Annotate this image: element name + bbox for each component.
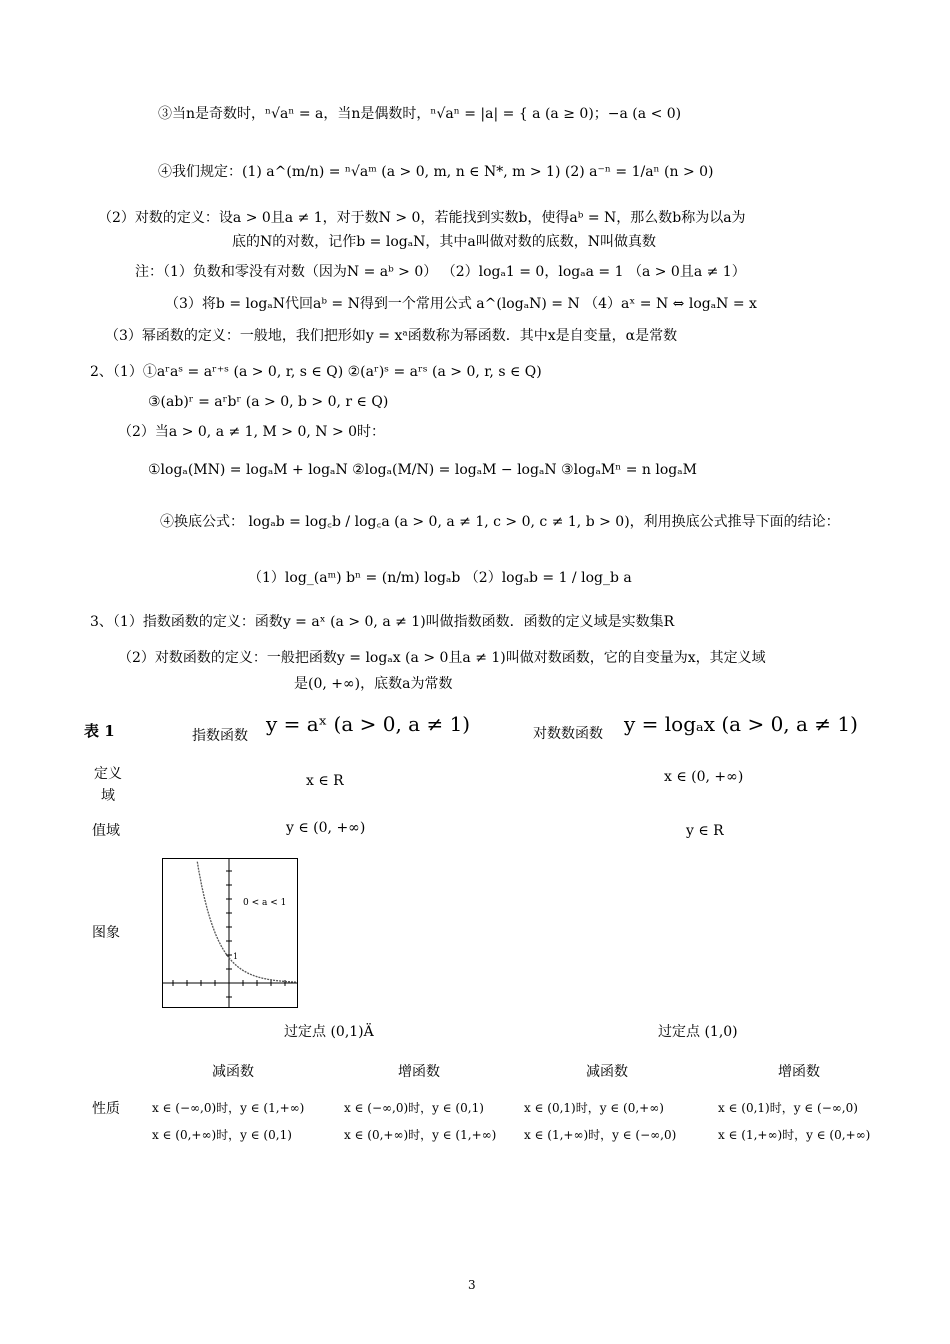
exp-function-formula: y = aˣ (a > 0, a ≠ 1) [266, 712, 471, 736]
row-prop-label: 性质 [92, 1101, 120, 1117]
prop-log-inc-2: x ∈ (1,+∞)时，y ∈ (0,+∞) [718, 1128, 871, 1142]
prop-exp-dec-1: x ∈ (−∞,0)时，y ∈ (1,+∞) [152, 1101, 305, 1115]
exp-graph [162, 858, 298, 1008]
log-range: y ∈ R [686, 823, 724, 839]
line-log-function-def-cont: 是(0, +∞)，底数a为常数 [294, 676, 453, 692]
line-log-conditions: （2）当a > 0, a ≠ 1, M > 0, N > 0时： [118, 424, 386, 440]
line-change-of-base: ④换底公式： logₐb = log꜀b / log꜀a (a > 0, a ≠ 1, c > 0, c ≠ 1, b > 0)，利用换底公式推导下面的结论： [160, 514, 840, 530]
line-exponent-rules-2: ③(ab)ʳ = aʳbʳ (a > 0, b > 0, r ∈ Q) [148, 394, 389, 410]
line-note-1: 注：（1）负数和零没有对数（因为N = aᵇ > 0） （2）logₐ1 = 0，logₐa = 1 （a > 0且a ≠ 1） [135, 264, 746, 280]
row-graph-label: 图象 [92, 925, 120, 941]
mono-log-decreasing: 减函数 [586, 1064, 628, 1080]
prop-log-dec-1: x ∈ (0,1)时，y ∈ (0,+∞) [524, 1101, 664, 1115]
log-function-header: 对数数函数 [533, 726, 603, 742]
prop-exp-inc-2: x ∈ (0,+∞)时，y ∈ (1,+∞) [344, 1128, 497, 1142]
exp-graph-svg [163, 859, 297, 1007]
mono-log-increasing: 增函数 [778, 1064, 820, 1080]
graph-annotation: 0 < a < 1 [243, 898, 287, 908]
table-label: 表 1 [84, 722, 115, 740]
line-log-definition: （2）对数的定义：设a > 0且a ≠ 1，对于数N > 0，若能找到实数b，使得aᵇ = N，那么数b称为以a为 [98, 210, 746, 226]
exp-fixed-point: 过定点 (0,1)Ä [284, 1024, 374, 1040]
exp-curve [197, 862, 297, 983]
line-exponent-rules-1: 2、（1）①aʳaˢ = aʳ⁺ˢ (a > 0, r, s ∈ Q) ②(aʳ)ˢ = aʳˢ (a > 0, r, s ∈ Q) [90, 364, 542, 380]
graph-point-label: 1 [233, 952, 239, 961]
log-domain: x ∈ (0, +∞) [664, 769, 744, 785]
prop-exp-inc-1: x ∈ (−∞,0)时，y ∈ (0,1) [344, 1101, 484, 1115]
log-fixed-point: 过定点 (1,0) [658, 1024, 738, 1040]
exp-range: y ∈ (0, +∞) [286, 820, 366, 836]
prop-exp-dec-2: x ∈ (0,+∞)时，y ∈ (0,1) [152, 1128, 292, 1142]
line-note-3: （3）将b = logₐN代回aᵇ = N得到一个常用公式 a^(logₐN) = N （4）aˣ = N ⇔ logₐN = x [165, 296, 757, 312]
prop-log-inc-1: x ∈ (0,1)时，y ∈ (−∞,0) [718, 1101, 858, 1115]
line-log-function-def: （2）对数函数的定义：一般把函数y = logₐx (a > 0且a ≠ 1)叫做对数函数，它的自变量为x，其定义域 [118, 650, 766, 666]
line-rational-exponents: ④我们规定：(1) a^(m/n) = ⁿ√aᵐ (a > 0, m, n ∈ N*, m > 1) (2) a⁻ⁿ = 1/aⁿ (n > 0) [158, 164, 714, 180]
line-log-definition-cont: 底的N的对数，记作b = logₐN，其中a叫做对数的底数，N叫做真数 [232, 234, 656, 250]
line-odd-even-roots: ③当n是奇数时，ⁿ√aⁿ = a，当n是偶数时，ⁿ√aⁿ = |a| = { a (a ≥ 0)；−a (a < 0) [158, 106, 682, 122]
mono-exp-decreasing: 减函数 [212, 1064, 254, 1080]
row-range-label: 值域 [92, 823, 120, 839]
log-function-formula: y = logₐx (a > 0, a ≠ 1) [624, 712, 858, 736]
line-log-rules: ①logₐ(MN) = logₐM + logₐN ②logₐ(M/N) = logₐM − logₐN ③logₐMⁿ = n logₐM [148, 462, 697, 478]
page-number: 3 [468, 1278, 476, 1292]
row-domain-label: 定义域 [94, 766, 122, 805]
line-power-function-def: （3）幂函数的定义：一般地，我们把形如y = xᵃ函数称为幂函数．其中x是自变量，α是常数 [105, 328, 678, 344]
exp-function-header: 指数函数 [192, 728, 248, 744]
line-change-of-base-results: （1）log_(aᵐ) bⁿ = (n/m) logₐb （2）logₐb = 1 / log_b a [248, 570, 632, 586]
prop-log-dec-2: x ∈ (1,+∞)时，y ∈ (−∞,0) [524, 1128, 677, 1142]
line-exp-function-def: 3、（1）指数函数的定义：函数y = aˣ (a > 0, a ≠ 1)叫做指数函数．函数的定义域是实数集R [90, 614, 675, 630]
mono-exp-increasing: 增函数 [398, 1064, 440, 1080]
exp-domain: x ∈ R [306, 773, 344, 789]
